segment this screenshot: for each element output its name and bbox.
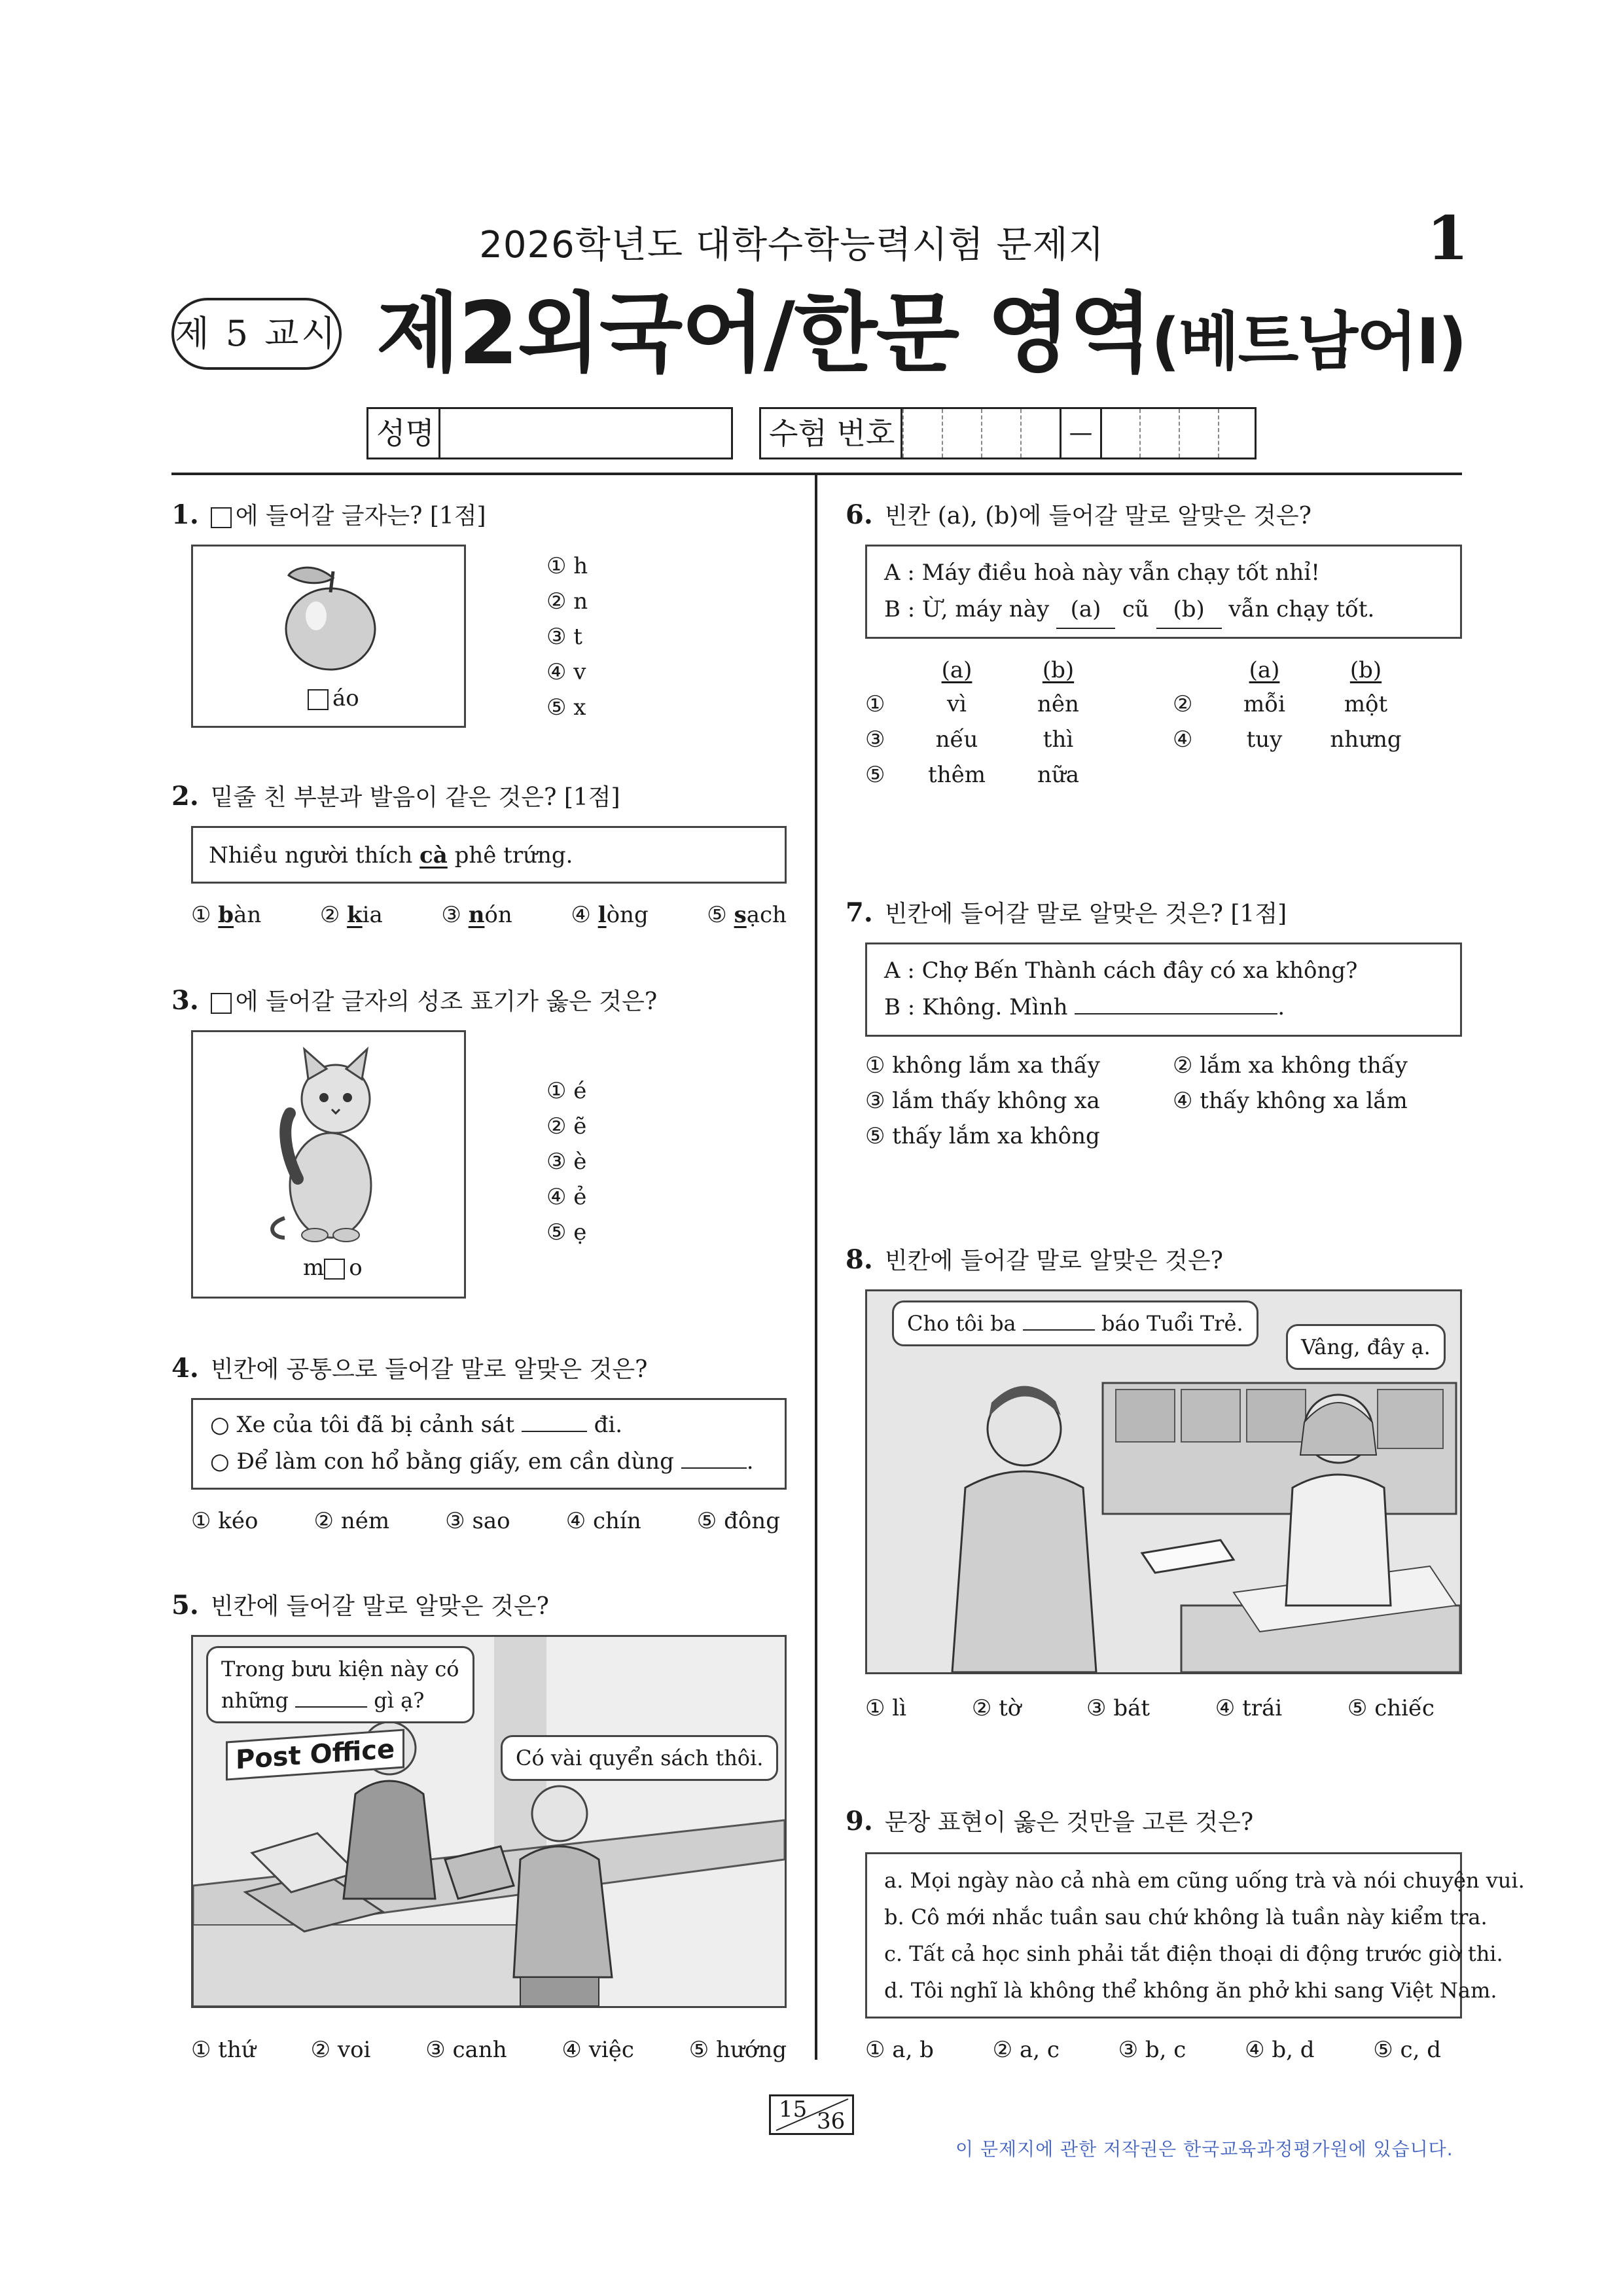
choice-1[interactable] <box>865 1695 906 1721</box>
choice-2[interactable] <box>546 1109 586 1144</box>
choice-text: chiếc <box>1374 1695 1435 1721</box>
speech-bubble-customer: Có vài quyển sách thôi. <box>501 1735 778 1781</box>
choice-text: ẹ <box>573 1219 587 1246</box>
exam-number-dash: — <box>1060 409 1100 457</box>
choice-2[interactable] <box>1173 691 1435 717</box>
subject-title <box>376 281 1466 394</box>
name-box <box>366 407 733 459</box>
choice-text: thấy không xa lắm <box>1200 1088 1408 1114</box>
choice-text: ia <box>362 902 383 928</box>
question-4-prompt <box>171 1351 647 1384</box>
exam-number-label: 수험 번호 <box>761 409 902 457</box>
choice-b: nữa <box>1037 762 1080 788</box>
choice-mark: ⑤ <box>865 762 885 788</box>
choice-b: nên <box>1037 691 1079 717</box>
choice-mark: ⑤ <box>865 1123 885 1149</box>
choice-mark: ⑤ <box>707 902 727 928</box>
exam-number-cell[interactable] <box>942 409 981 457</box>
question-6-choices <box>865 657 1462 801</box>
choice-3[interactable] <box>425 2037 507 2063</box>
choice-2[interactable] <box>1173 1052 1408 1079</box>
cat-illustration <box>259 1041 402 1244</box>
dialogue-line-a: A : Máy điều hoà này vẫn chạy tốt nhỉ! <box>884 560 1320 586</box>
bubble-text: Trong bưu kiện này có <box>221 1657 459 1681</box>
choice-mark: ④ <box>1173 1088 1193 1114</box>
dialogue-text: . <box>1277 994 1285 1020</box>
choice-text: sao <box>472 1508 510 1534</box>
question-number: 1. <box>171 499 199 530</box>
sentence-text: đi. <box>586 1412 623 1438</box>
choice-text: lì <box>892 1695 907 1721</box>
choice-mark: ② <box>992 2037 1013 2063</box>
choice-5[interactable] <box>546 690 588 725</box>
choice-2[interactable] <box>314 1508 390 1534</box>
choice-text: ném <box>340 1508 390 1534</box>
question-text: 빈칸에 공통으로 들어갈 말로 알맞은 것은? <box>210 1356 648 1383</box>
choice-4[interactable] <box>571 902 648 928</box>
blank-line <box>295 1706 367 1708</box>
question-3-image-box <box>191 1030 466 1299</box>
choice-text: òng <box>606 902 649 928</box>
choice-text: b, c <box>1145 2037 1186 2063</box>
speech-bubble-vendor: Vâng, đây ạ. <box>1286 1324 1446 1370</box>
caption-text: áo <box>332 685 359 711</box>
question-number: 9. <box>846 1806 873 1837</box>
blank-a: (a) <box>1056 591 1115 629</box>
choice-4[interactable] <box>1173 726 1435 753</box>
underlined-letter: b <box>218 902 234 928</box>
choice-mark: ① <box>865 1052 885 1079</box>
choice-text: voi <box>337 2037 371 2063</box>
question-7-choices <box>865 1052 1462 1164</box>
choice-text: a, c <box>1019 2037 1060 2063</box>
column-divider <box>815 473 817 2060</box>
choice-4[interactable] <box>546 655 588 690</box>
choice-text: lắm thấy không xa <box>892 1088 1100 1114</box>
choice-2[interactable] <box>546 584 588 619</box>
choice-a: thêm <box>928 762 986 788</box>
sentence-text: phê trứng. <box>447 842 573 869</box>
choice-1[interactable] <box>865 691 1114 717</box>
choice-text: v <box>573 659 586 685</box>
choice-mark: ④ <box>546 659 567 685</box>
question-9-choices <box>865 2037 1441 2063</box>
dialogue-text: vẫn chạy tốt. <box>1221 596 1375 622</box>
choice-mark: ④ <box>571 902 591 928</box>
choice-5[interactable] <box>697 1508 780 1534</box>
choice-3[interactable] <box>1118 2037 1186 2063</box>
exam-number-cell[interactable] <box>1218 409 1255 457</box>
choice-mark: ② <box>313 1508 334 1534</box>
col-header-b <box>1016 657 1101 683</box>
question-5-prompt <box>171 1588 549 1621</box>
choice-text: h <box>573 553 588 579</box>
exam-number-cell[interactable] <box>1100 409 1139 457</box>
apple-illustration <box>265 556 396 680</box>
question-2-choices <box>191 902 787 928</box>
choice-mark: ① <box>865 1695 885 1721</box>
choice-3[interactable] <box>865 1088 1100 1114</box>
choice-3[interactable] <box>441 902 512 928</box>
choice-2[interactable] <box>311 2037 371 2063</box>
choice-5[interactable] <box>865 1123 1100 1149</box>
choice-text: x <box>573 694 586 721</box>
underlined-letter: l <box>597 902 607 928</box>
choice-mark: ② <box>319 902 340 928</box>
exam-number-box <box>759 407 1257 459</box>
choice-4[interactable] <box>1245 2037 1314 2063</box>
choice-mark: ③ <box>445 1508 465 1534</box>
choice-text: thấy lắm xa không <box>892 1123 1100 1149</box>
question-6-dialogue-box <box>865 545 1462 639</box>
choice-3[interactable] <box>1086 1695 1150 1721</box>
choice-mark: ② <box>1173 1052 1193 1079</box>
col-header-a <box>1225 657 1304 683</box>
underlined-letter: s <box>734 902 747 928</box>
choice-mark: ③ <box>1118 2037 1139 2063</box>
choice-mark: ① <box>865 2037 885 2063</box>
choice-mark: ⑤ <box>546 694 567 721</box>
choice-mark: ⑤ <box>1347 1695 1368 1721</box>
question-text: 빈칸에 들어갈 말로 알맞은 것은? <box>210 1593 549 1620</box>
question-4-sentence-box <box>191 1398 787 1490</box>
question-text: 빈칸에 들어갈 말로 알맞은 것은? <box>884 1247 1223 1274</box>
choice-b: nhưng <box>1330 726 1402 753</box>
sentence-a: a. Mọi ngày nào cả nhà em cũng uống trà và nói chuyện vui. <box>884 1868 1525 1893</box>
question-7-dialogue-box <box>865 942 1462 1037</box>
choice-text: t <box>573 624 582 650</box>
subject-sub: (베트남어Ⅰ) <box>1151 305 1466 378</box>
choice-a: tuy <box>1246 726 1283 753</box>
question-1-choices <box>546 548 588 725</box>
choice-mark: ⑤ <box>546 1219 567 1246</box>
col-header-b <box>1323 657 1408 683</box>
page-number: 1 <box>1427 203 1469 274</box>
choice-text: tờ <box>999 1695 1022 1721</box>
choice-text: é <box>573 1078 587 1104</box>
choice-text: ẽ <box>573 1113 587 1139</box>
question-3-caption <box>303 1255 363 1281</box>
sentence-b: b. Cô mới nhắc tuần sau chứ không là tuần này kiểm tra. <box>884 1905 1488 1929</box>
sentence-line-1 <box>210 1407 768 1443</box>
choice-1[interactable] <box>191 902 261 928</box>
choice-4[interactable] <box>1173 1088 1408 1114</box>
choice-mark: ③ <box>865 726 885 753</box>
question-number: 8. <box>846 1244 873 1275</box>
question-4-choices <box>191 1508 780 1534</box>
choice-mark: ② <box>546 1113 567 1139</box>
question-7-prompt <box>846 895 1287 929</box>
choice-mark: ② <box>310 2037 331 2063</box>
choice-3[interactable] <box>546 619 588 655</box>
choice-3[interactable] <box>546 1144 586 1179</box>
col-b-label: (b) <box>1349 657 1382 683</box>
choice-3[interactable] <box>445 1508 510 1534</box>
period-badge: 제 5 교시 <box>171 298 342 370</box>
choice-a: vì <box>946 691 967 717</box>
choice-text: không lắm xa thấy <box>892 1052 1100 1079</box>
choice-5[interactable] <box>865 762 1114 788</box>
question-1-caption <box>308 685 359 711</box>
sentence-text: ○ Để làm con hổ bằng giấy, em cần dùng <box>210 1448 681 1475</box>
choice-5[interactable] <box>707 902 787 928</box>
col-a-label: (a) <box>1249 657 1280 683</box>
exam-number-cell[interactable] <box>981 409 1020 457</box>
choice-2[interactable] <box>320 902 383 928</box>
choice-b: thì <box>1043 726 1074 753</box>
page-total: 36 <box>817 2108 846 2134</box>
question-text: 빈칸에 들어갈 말로 알맞은 것은? [1점] <box>884 901 1287 927</box>
dialogue-line-b <box>884 591 1443 629</box>
blank-square-icon <box>308 689 329 710</box>
choice-text: trái <box>1242 1695 1283 1721</box>
blank-b: (b) <box>1156 591 1222 629</box>
col-a-label: (a) <box>941 657 972 683</box>
question-number: 3. <box>171 985 199 1016</box>
speech-bubble-clerk <box>206 1646 474 1723</box>
dialogue-text: B : Ừ, máy này <box>884 596 1057 622</box>
underlined-word: cà <box>419 842 448 869</box>
choice-1[interactable] <box>865 1052 1100 1079</box>
bubble-text: những <box>221 1688 296 1713</box>
choice-a: mỗi <box>1243 691 1285 717</box>
choice-mark: ① <box>546 553 567 579</box>
name-field[interactable] <box>440 409 731 457</box>
blank-line <box>522 1431 587 1432</box>
choice-mark: ④ <box>1173 726 1193 753</box>
dialogue-line-b <box>884 989 1443 1026</box>
choice-text: việc <box>588 2037 634 2063</box>
caption-text: o <box>349 1255 363 1281</box>
choice-text: hướng <box>716 2037 787 2063</box>
bubble-text: báo Tuổi Trẻ. <box>1094 1311 1243 1336</box>
blank-line <box>681 1467 747 1469</box>
underlined-letter: k <box>347 902 363 928</box>
question-1-prompt <box>171 497 486 531</box>
question-8-choices <box>865 1695 1435 1721</box>
exam-title: 2026학년도 대학수학능력시험 문제지 <box>479 224 1105 266</box>
question-8-prompt <box>846 1242 1223 1276</box>
choice-text: àn <box>234 902 262 928</box>
choice-3[interactable] <box>865 726 1114 753</box>
choice-mark: ⑤ <box>688 2037 709 2063</box>
choice-1[interactable] <box>865 2037 934 2063</box>
choice-mark: ① <box>191 1508 211 1534</box>
question-6-prompt <box>846 497 1311 531</box>
question-number: 7. <box>846 897 873 928</box>
choice-mark: ② <box>1173 691 1193 717</box>
question-5-choices <box>191 2037 787 2063</box>
choice-mark: ④ <box>546 1184 567 1210</box>
page-current: 15 <box>779 2096 808 2123</box>
col-b-label: (b) <box>1042 657 1075 683</box>
choice-4[interactable] <box>1215 1695 1282 1721</box>
dialogue-text: B : Không. Mình <box>884 994 1075 1020</box>
choice-2[interactable] <box>972 1695 1021 1721</box>
choice-text: a, b <box>892 2037 934 2063</box>
sentence-text: ○ Xe của tôi đã bị cảnh sát <box>210 1412 522 1438</box>
exam-number-cell[interactable] <box>1179 409 1218 457</box>
question-number: 5. <box>171 1590 199 1621</box>
choice-4[interactable] <box>546 1179 586 1215</box>
question-3-prompt <box>171 983 657 1016</box>
choice-mark: ② <box>971 1695 992 1721</box>
question-8-illustration <box>865 1289 1462 1674</box>
question-text: 문장 표현이 옳은 것만을 고른 것은? <box>884 1809 1254 1836</box>
choice-text: canh <box>452 2037 507 2063</box>
choice-5[interactable] <box>1373 2037 1441 2063</box>
question-text: 밑줄 친 부분과 발음이 같은 것은? [1점] <box>210 784 620 811</box>
question-2-prompt <box>171 779 620 812</box>
choice-text: đông <box>724 1508 780 1534</box>
choice-2[interactable] <box>993 2037 1060 2063</box>
choice-text: n <box>573 588 588 615</box>
dialogue-text: cũ <box>1115 596 1156 622</box>
question-number: 2. <box>171 781 199 812</box>
choice-1[interactable] <box>191 2037 256 2063</box>
question-text: 에 들어갈 글자의 성조 표기가 옳은 것은? <box>235 988 658 1015</box>
sentence-text: . <box>746 1448 754 1475</box>
choice-mark: ③ <box>441 902 461 928</box>
question-text: 에 들어갈 글자는? [1점] <box>235 503 486 529</box>
choice-mark: ④ <box>1245 2037 1265 2063</box>
blank-square-icon <box>211 507 232 528</box>
bubble-text: gì ạ? <box>367 1688 425 1713</box>
caption-text: m <box>303 1255 325 1281</box>
question-5-illustration <box>191 1635 787 2008</box>
choice-mark: ① <box>191 902 211 928</box>
choice-a: nếu <box>935 726 978 753</box>
choice-text: kéo <box>218 1508 259 1534</box>
sentence-d: d. Tôi nghĩ là không thể không ăn phở khi sang Việt Nam. <box>884 1978 1497 2003</box>
choice-mark: ③ <box>546 624 567 650</box>
exam-number-cell[interactable] <box>1139 409 1179 457</box>
choice-text: è <box>573 1149 587 1175</box>
choice-mark: ① <box>546 1078 567 1104</box>
choice-mark: ③ <box>546 1149 567 1175</box>
choice-mark: ④ <box>562 2037 582 2063</box>
choice-mark: ④ <box>1215 1695 1236 1721</box>
choice-text: ẻ <box>573 1184 587 1210</box>
choice-5[interactable] <box>689 2037 787 2063</box>
post-office-sign: Post Office <box>226 1729 404 1780</box>
choice-mark: ⑤ <box>1373 2037 1393 2063</box>
choice-mark: ③ <box>1086 1695 1107 1721</box>
exam-number-cell[interactable] <box>1020 409 1060 457</box>
blank-square-icon <box>324 1259 345 1280</box>
sentence-c: c. Tất cả học sinh phải tắt điện thoại di động trước giờ thi. <box>884 1941 1503 1966</box>
col-header-a <box>918 657 996 683</box>
question-1-image-box <box>191 545 466 728</box>
question-number: 4. <box>171 1353 199 1384</box>
choice-text: thứ <box>218 2037 256 2063</box>
speech-bubble-customer <box>892 1300 1258 1346</box>
choice-1[interactable] <box>546 1073 586 1109</box>
name-label: 성명 <box>368 409 440 457</box>
bubble-text: Cho tôi ba <box>907 1311 1023 1336</box>
underlined-letter: n <box>468 902 485 928</box>
subject-main: 제2외국어/한문 영역 <box>376 283 1152 384</box>
question-9-prompt <box>846 1804 1253 1837</box>
sentence-text: Nhiều người thích <box>209 842 420 869</box>
choice-mark: ③ <box>425 2037 446 2063</box>
dialogue-line-a: A : Chợ Bến Thành cách đây có xa không? <box>884 958 1358 984</box>
choice-mark: ⑤ <box>696 1508 717 1534</box>
question-text: 빈칸 (a), (b)에 들어갈 말로 알맞은 것은? <box>884 503 1311 529</box>
choice-5[interactable] <box>1347 1695 1435 1721</box>
choice-text: bát <box>1113 1695 1150 1721</box>
question-number: 6. <box>846 499 873 530</box>
choice-mark: ④ <box>565 1508 586 1534</box>
choice-text: chín <box>593 1508 641 1534</box>
page-indicator <box>769 2094 854 2135</box>
choice-text: ạch <box>746 902 787 928</box>
blank-line <box>1023 1329 1095 1331</box>
question-9-sentences-box <box>865 1852 1525 2018</box>
choice-1[interactable] <box>191 1508 259 1534</box>
choice-4[interactable] <box>562 2037 634 2063</box>
blank-line <box>1075 1013 1277 1014</box>
choice-mark: ① <box>191 2037 211 2063</box>
choice-text: b, d <box>1272 2037 1315 2063</box>
choice-text: ón <box>484 902 512 928</box>
choice-mark: ② <box>546 588 567 615</box>
choice-text: c, d <box>1400 2037 1441 2063</box>
exam-number-cell[interactable] <box>902 409 942 457</box>
choice-mark: ③ <box>865 1088 885 1114</box>
choice-5[interactable] <box>546 1215 586 1250</box>
choice-4[interactable] <box>566 1508 641 1534</box>
choice-1[interactable] <box>546 548 588 584</box>
question-2-sentence-box <box>191 826 787 884</box>
copyright-notice: 이 문제지에 관한 저작권은 한국교육과정평가원에 있습니다. <box>955 2138 1454 2160</box>
choice-mark: ① <box>865 691 885 717</box>
choice-text: lắm xa không thấy <box>1200 1052 1408 1079</box>
question-3-choices <box>546 1073 586 1250</box>
choice-b: một <box>1344 691 1388 717</box>
blank-square-icon <box>211 993 232 1014</box>
sentence-line-2 <box>210 1443 768 1480</box>
